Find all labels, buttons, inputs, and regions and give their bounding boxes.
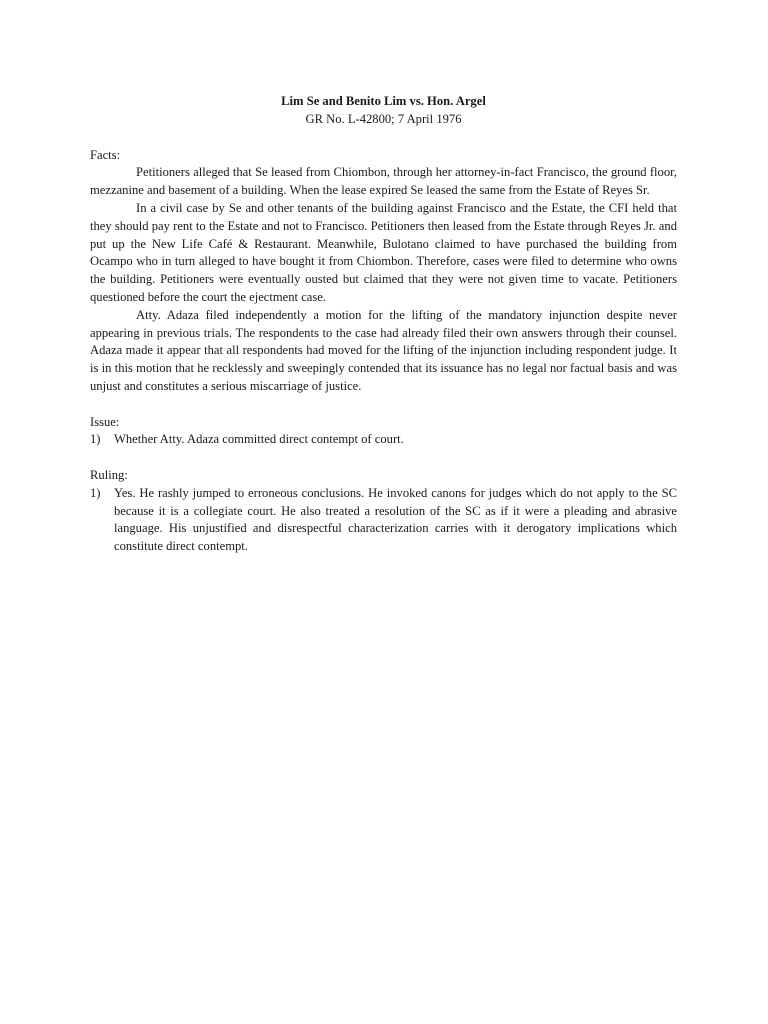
facts-paragraph-1: Petitioners alleged that Se leased from Chiombon, through her attorney-in-fact Francisco, the ground floor, mezzanine and basement of a building. When the lease expired Se leased the same from the Estate of Reyes Sr. (90, 165, 677, 198)
facts-heading: Facts: (90, 147, 121, 162)
issue-item-number: 1) (90, 432, 101, 447)
section-spacer (90, 449, 677, 467)
ruling-item-number: 1) (90, 485, 101, 500)
issue-heading: Issue: (90, 414, 120, 429)
issue-item (90, 431, 677, 449)
case-title: Lim Se and Benito Lim vs. Hon. Argel (281, 94, 486, 108)
section-spacer (90, 396, 677, 414)
document-page (90, 93, 677, 556)
issue-item-text: Whether Atty. Adaza committed direct contempt of court. (114, 432, 404, 447)
facts-paragraph-2: In a civil case by Se and other tenants of the building against Francisco and the Estate, the CFI held that they should pay rent to the Estate and not to Francisco. Petitioners then leased from the Estate through Reyes Jr. and put up the New Life Café & Restaurant. Meanwhile, Bulotano claimed to have purchased the building from Ocampo who in turn alleged to have bought it from Chiombon. Therefore, cases were filed to determine who owns the building. Petitioners were eventually ousted but claimed that they were not given time to vacate. Petitioners questioned before the court the ejectment case. (90, 200, 677, 304)
ruling-item-text: Yes. He rashly jumped to erroneous conclusions. He invoked canons for judges which do not apply to the SC because it is a collegiate court. He also treated a resolution of the SC as if it were a pleading and abrasive language. His unjustified and disrespectful characterization carries with it derogatory implications which constitute direct contempt. (114, 485, 677, 554)
facts-paragraph-3: Atty. Adaza filed independently a motion for the lifting of the mandatory injunction despite never appearing in previous trials. The respondents to the case had already filed their own answers through their counsel. Adaza made it appear that all respondents had moved for the lifting of the injunction including respondent judge. It is in this motion that he recklessly and sweepingly contended that its issuance has no legal nor factual basis and was unjust and constitutes a serious miscarriage of justice. (90, 307, 677, 393)
ruling-item (90, 485, 677, 556)
case-citation: GR No. L-42800; 7 April 1976 (305, 111, 462, 126)
ruling-heading: Ruling: (90, 467, 128, 482)
